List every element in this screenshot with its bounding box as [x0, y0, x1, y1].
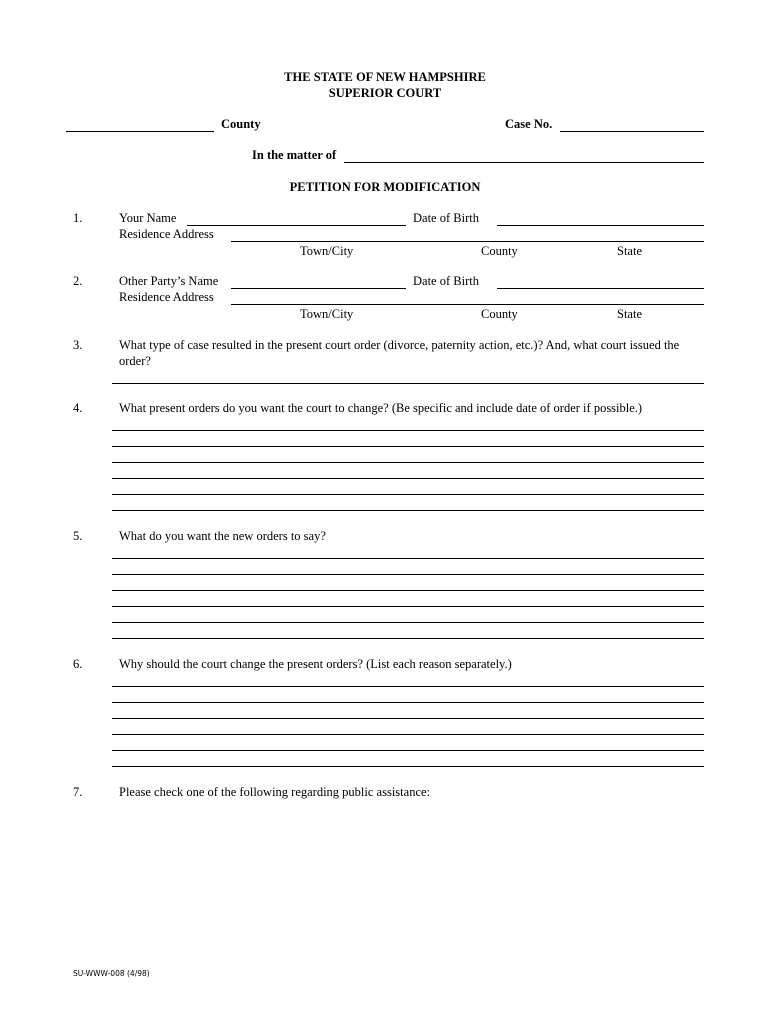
state-heading: THE STATE OF NEW HAMPSHIRE	[284, 70, 486, 84]
answer-line[interactable]	[112, 462, 704, 463]
matter-field[interactable]	[344, 162, 704, 163]
case-no-field[interactable]	[560, 131, 704, 132]
answer-line[interactable]	[112, 622, 704, 623]
item-number: 7.	[73, 785, 83, 799]
residence-address-field[interactable]	[231, 241, 704, 242]
other-party-name-field[interactable]	[231, 288, 406, 289]
town-city-label: Town/City	[300, 307, 354, 321]
county-field[interactable]	[66, 131, 214, 132]
item-number: 3.	[73, 338, 83, 352]
state-sublabel: State	[617, 307, 642, 321]
answer-line[interactable]	[112, 734, 704, 735]
question-text: Why should the court change the present orders? (List each reason separately.)	[119, 657, 512, 671]
county-label: County	[221, 117, 261, 131]
answer-line[interactable]	[112, 606, 704, 607]
question-text: What do you want the new orders to say?	[119, 529, 326, 543]
court-heading: SUPERIOR COURT	[328, 86, 442, 100]
residence-address-label: Residence Address	[119, 227, 214, 241]
answer-line[interactable]	[112, 686, 704, 687]
county-sublabel: County	[481, 244, 518, 258]
answer-line[interactable]	[112, 446, 704, 447]
county-sublabel: County	[481, 307, 518, 321]
answer-line[interactable]	[112, 638, 704, 639]
answer-line[interactable]	[112, 750, 704, 751]
answer-line[interactable]	[112, 558, 704, 559]
state-sublabel: State	[617, 244, 642, 258]
answer-line[interactable]	[112, 718, 704, 719]
dob-label: Date of Birth	[413, 274, 479, 288]
your-name-label: Your Name	[119, 211, 177, 225]
other-party-dob-field[interactable]	[497, 288, 704, 289]
other-party-address-field[interactable]	[231, 304, 704, 305]
matter-label: In the matter of	[252, 148, 337, 162]
dob-field[interactable]	[497, 225, 704, 226]
answer-line[interactable]	[112, 383, 704, 384]
town-city-label: Town/City	[300, 244, 354, 258]
answer-line[interactable]	[112, 766, 704, 767]
your-name-field[interactable]	[187, 225, 406, 226]
other-party-name-label: Other Party’s Name	[119, 274, 219, 288]
case-no-label: Case No.	[505, 117, 553, 131]
question-text: Please check one of the following regarding public assistance:	[119, 785, 431, 799]
answer-line[interactable]	[112, 702, 704, 703]
answer-line[interactable]	[112, 510, 704, 511]
item-number: 6.	[73, 657, 83, 671]
answer-line[interactable]	[112, 574, 704, 575]
item-number: 4.	[73, 401, 83, 415]
item-number: 1.	[73, 211, 83, 225]
question-text: What type of case resulted in the present court order (divorce, paternity action, etc.)? And, what court issued the	[119, 338, 680, 352]
dob-label: Date of Birth	[413, 211, 479, 225]
question-text: What present orders do you want the court to change? (Be specific and include date of order if possible.)	[119, 401, 643, 415]
answer-line[interactable]	[112, 478, 704, 479]
form-code: SU-WWW-008 (4/98)	[73, 969, 150, 978]
answer-line[interactable]	[112, 590, 704, 591]
answer-line[interactable]	[112, 430, 704, 431]
petition-title: PETITION FOR MODIFICATION	[289, 180, 481, 194]
item-number: 5.	[73, 529, 83, 543]
question-text: order?	[119, 354, 151, 368]
answer-line[interactable]	[112, 494, 704, 495]
residence-address-label: Residence Address	[119, 290, 214, 304]
item-number: 2.	[73, 274, 83, 288]
